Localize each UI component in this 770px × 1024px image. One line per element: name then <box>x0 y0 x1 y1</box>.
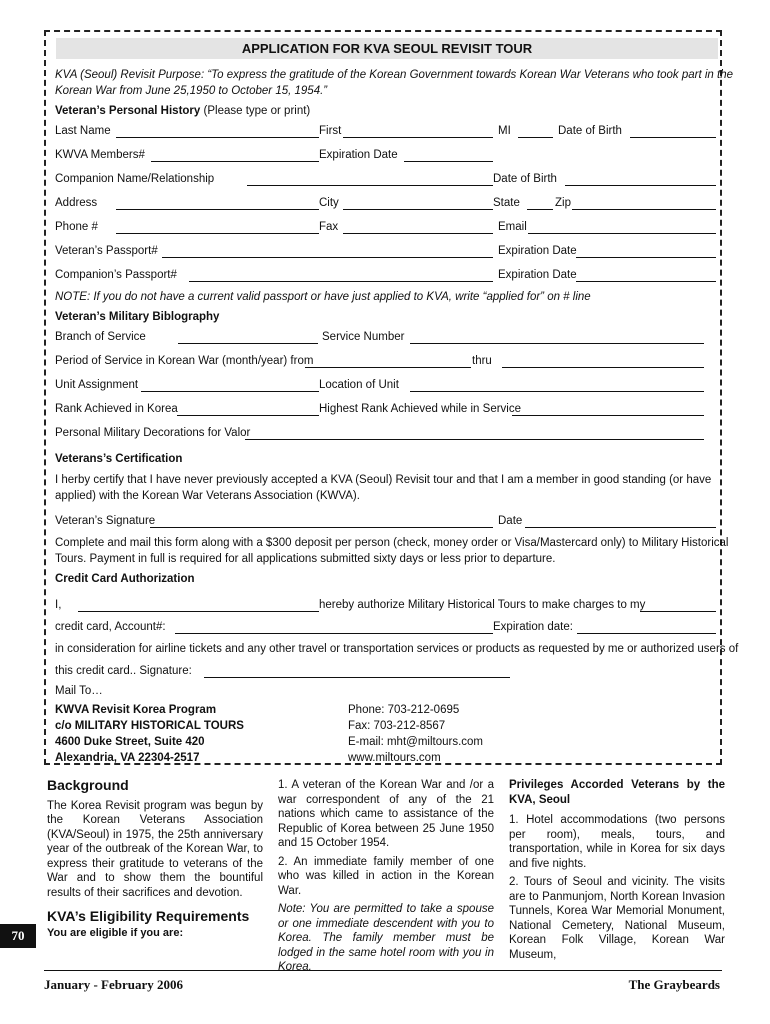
account-field[interactable] <box>175 633 493 634</box>
unit-label: Unit Assignment <box>55 379 139 391</box>
credit-name-field[interactable] <box>78 611 319 612</box>
comp-passport-field[interactable] <box>189 281 493 282</box>
signature-date-field[interactable] <box>525 527 716 528</box>
certification-text-1: I herby certify that I have never previously accepted a KVA (Seoul) Revisit tour and that I am a member in good standing (or have <box>55 474 712 486</box>
branch-label: Branch of Service <box>55 331 146 343</box>
mail-instructions-2: Tours. Payment in full is required for all applications submitted sixty days or less prior to departure. <box>55 553 556 565</box>
last-name-field[interactable] <box>116 137 319 138</box>
companion-dob-label: Date of Birth <box>493 173 557 185</box>
credit-signature-label: this credit card.. Signature: <box>55 665 192 677</box>
mail-address-line-3: 4600 Duke Street, Suite 420 <box>55 736 205 748</box>
vet-passport-exp-label: Expiration Date <box>498 245 577 257</box>
credit-card-heading: Credit Card Authorization <box>55 573 195 585</box>
phone-label: Phone # <box>55 221 98 233</box>
credit-expiration-label: Expiration date: <box>493 621 573 633</box>
military-heading: Veteran’s Military Biblography <box>55 311 220 323</box>
eligibility-heading: KVA’s Eligibility Requirements <box>47 908 250 924</box>
first-name-field[interactable] <box>343 137 493 138</box>
first-name-label: First <box>319 125 342 137</box>
contact-email[interactable]: E-mail: mht@miltours.com <box>348 736 483 748</box>
comp-passport-label: Companion’s Passport# <box>55 269 177 281</box>
phone-field[interactable] <box>116 233 319 234</box>
fax-label: Fax <box>319 221 339 233</box>
eligibility-item-1: 1. A veteran of the Korean War and /or a war correspondent of any of the 21 nations which came to assistance of the Republic of Korea between 25 June 1950 and 15 October 1954. <box>278 779 494 849</box>
companion-dob-field[interactable] <box>565 185 716 186</box>
family-note: Note: You are permitted to take a spouse or one immediate descendent with you to Korea. The family member must be lodged in the same hotel room with you in Korea. <box>278 903 494 973</box>
highest-rank-label: Highest Rank Achieved while in Service <box>319 403 521 415</box>
footer-issue-date: January - February 2006 <box>44 977 184 992</box>
credit-authorize-text: hereby authorize Military Historical Tours to make charges to my <box>319 599 646 611</box>
vet-passport-field[interactable] <box>162 257 493 258</box>
dob-label: Date of Birth <box>558 125 622 137</box>
unit-field[interactable] <box>141 391 319 392</box>
period-label: Period of Service in Korean War (month/year) from <box>55 355 314 367</box>
zip-field[interactable] <box>572 209 716 210</box>
thru-label: thru <box>472 355 492 367</box>
mail-instructions-1: Complete and mail this form along with a $300 deposit per person (check, money order or Visa/Mastercard only) to Military Historical <box>55 537 729 549</box>
location-label: Location of Unit <box>319 379 399 391</box>
credit-card-type-field[interactable] <box>640 611 716 612</box>
credit-i-label: I, <box>55 599 62 611</box>
contact-fax: Fax: 703-212-8567 <box>348 720 446 732</box>
background-heading: Background <box>47 777 129 793</box>
purpose-line-2: Korean War from June 25,1950 to October 15, 1954.” <box>55 85 328 97</box>
dob-field[interactable] <box>630 137 716 138</box>
privileges-heading: Privileges Accorded Veterans by the KVA, Seoul <box>509 779 725 806</box>
email-field[interactable] <box>528 233 716 234</box>
certification-text-2: applied) with the Korean War Veterans Association (KWVA). <box>55 490 360 502</box>
email-label: Email <box>498 221 527 233</box>
certification-heading: Veterans’s Certification <box>55 453 183 465</box>
decorations-field[interactable] <box>245 439 704 440</box>
signature-date-label: Date <box>498 515 523 527</box>
mail-to-label: Mail To… <box>55 685 103 697</box>
form-title: APPLICATION FOR KVA SEOUL REVISIT TOUR <box>56 38 718 59</box>
purpose-line-1: KVA (Seoul) Revisit Purpose: “To express the gratitude of the Korean Government towards Korean War Veterans who took part in the <box>55 69 734 81</box>
contact-website[interactable]: www.miltours.com <box>348 752 441 764</box>
passport-note: NOTE: If you do not have a current valid passport or have just applied to KVA, write “applied for” on # line <box>55 291 591 303</box>
footer-rule <box>44 970 722 971</box>
service-number-label: Service Number <box>322 331 405 343</box>
contact-phone: Phone: 703-212-0695 <box>348 704 460 716</box>
kwva-field[interactable] <box>151 161 319 162</box>
location-field[interactable] <box>410 391 704 392</box>
companion-field[interactable] <box>247 185 493 186</box>
application-form <box>44 30 739 765</box>
vet-passport-exp-field[interactable] <box>576 257 716 258</box>
page-number: 70 <box>0 924 36 948</box>
account-label: credit card, Account#: <box>55 621 166 633</box>
comp-passport-exp-field[interactable] <box>576 281 716 282</box>
last-name-label: Last Name <box>55 125 111 137</box>
footer-publication: The Graybeards <box>628 977 720 992</box>
city-label: City <box>319 197 339 209</box>
consideration-text: in consideration for airline tickets and any other travel or transportation services or products as requested by me or authorized users of <box>55 643 739 655</box>
kwva-expiration-label: Expiration Date <box>319 149 398 161</box>
signature-label: Veteran’s Signature <box>55 515 156 527</box>
privilege-item-1: 1. Hotel accommodations (two persons per room), meals, tours, and transportation, while in Korea for six days and five nights. <box>509 814 725 870</box>
personal-history-heading: Veteran’s Personal History (Please type or print) <box>55 105 311 117</box>
eligibility-subheading: You are eligible if you are: <box>47 926 184 939</box>
fax-field[interactable] <box>343 233 493 234</box>
rank-field[interactable] <box>177 415 319 416</box>
kwva-label: KWVA Members# <box>55 149 145 161</box>
period-from-field[interactable] <box>305 367 471 368</box>
mi-label: MI <box>498 125 511 137</box>
rank-label: Rank Achieved in Korea <box>55 403 178 415</box>
signature-field[interactable] <box>150 527 493 528</box>
eligibility-item-2: 2. An immediate family member of one who was killed in action in the Korean War. <box>278 855 494 897</box>
address-label: Address <box>55 197 98 209</box>
state-label: State <box>493 197 520 209</box>
mail-address-line-1: KWVA Revisit Korea Program <box>55 704 217 716</box>
background-text: The Korea Revisit program was begun by the Korean Veterans Association (KVA/Seoul) in 1975, the 25th anniversary year of the outbreak of the Korean War, to express their gratitude to veterans of the War and to show them the bountiful results of their sacrifices and devotion. <box>47 799 263 899</box>
period-thru-field[interactable] <box>502 367 704 368</box>
article-left-column <box>47 778 263 940</box>
decorations-label: Personal Military Decorations for Valor <box>55 427 251 439</box>
comp-passport-exp-label: Expiration Date <box>498 269 577 281</box>
kwva-expiration-field[interactable] <box>404 161 493 162</box>
mail-address-line-4: Alexandria, VA 22304-2517 <box>55 752 200 764</box>
credit-signature-field[interactable] <box>204 677 510 678</box>
mi-field[interactable] <box>518 137 553 138</box>
article-middle-column <box>278 778 494 975</box>
branch-field[interactable] <box>178 343 318 344</box>
address-field[interactable] <box>116 209 319 210</box>
service-number-field[interactable] <box>410 343 704 344</box>
mail-address-line-2: c/o MILITARY HISTORICAL TOURS <box>55 720 244 732</box>
zip-label: Zip <box>555 197 571 209</box>
privilege-item-2: 2. Tours of Seoul and vicinity. The visits are to Panmunjom, North Korean Invasion Tunnels, Korea War Memorial Monument, National Cemetery, National Museum, Korean Folk Village, Korean War Museum, <box>509 876 725 961</box>
city-field[interactable] <box>343 209 493 210</box>
companion-label: Companion Name/Relationship <box>55 173 215 185</box>
article-right-column <box>509 778 725 962</box>
credit-expiration-field[interactable] <box>577 633 716 634</box>
state-field[interactable] <box>527 209 553 210</box>
vet-passport-label: Veteran’s Passport# <box>55 245 158 257</box>
highest-rank-field[interactable] <box>512 415 704 416</box>
